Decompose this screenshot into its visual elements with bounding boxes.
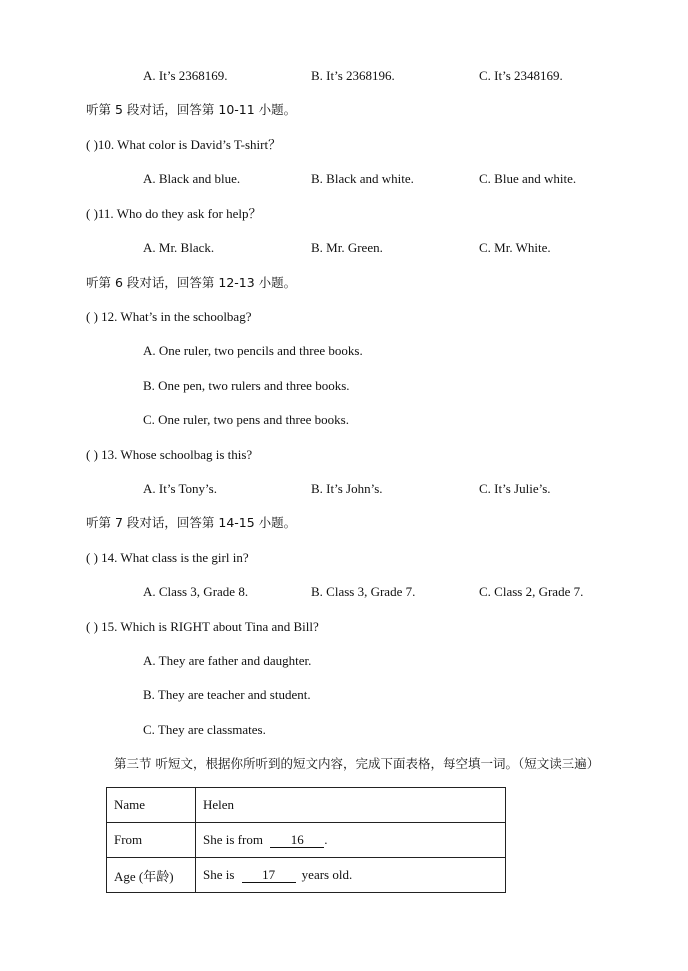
name-value: Helen bbox=[196, 788, 506, 823]
q11-option-b: B. Mr. Green. bbox=[311, 240, 383, 255]
q12-stem: ( ) 12. What’s in the schoolbag? bbox=[86, 309, 252, 324]
section-6-heading: 听第 6 段对话，回答第 12-13 小题。 bbox=[86, 275, 297, 290]
q13-stem: ( ) 13. Whose schoolbag is this? bbox=[86, 447, 253, 462]
answer-blank-16[interactable]: 16 bbox=[270, 833, 324, 848]
table-row bbox=[107, 788, 506, 823]
q9-option-c: C. It’s 2348169. bbox=[479, 68, 563, 83]
q15-option-c: C. They are classmates. bbox=[143, 722, 266, 737]
q10-option-a: A. Black and blue. bbox=[143, 171, 241, 186]
q12-option-b: B. One pen, two rulers and three books. bbox=[143, 378, 350, 393]
q12-option-a: A. One ruler, two pencils and three books. bbox=[143, 343, 363, 358]
q14-option-b: B. Class 3, Grade 7. bbox=[311, 584, 416, 599]
table-row bbox=[107, 858, 506, 893]
q13-option-b: B. It’s John’s. bbox=[311, 481, 383, 496]
q11-option-c: C. Mr. White. bbox=[479, 240, 551, 255]
q15-option-b: B. They are teacher and student. bbox=[143, 687, 311, 702]
age-prefix: She is bbox=[203, 867, 235, 882]
info-table bbox=[106, 787, 506, 893]
q14-option-c: C. Class 2, Grade 7. bbox=[479, 584, 584, 599]
section-7-heading: 听第 7 段对话，回答第 14-15 小题。 bbox=[86, 515, 297, 530]
q11-option-a: A. Mr. Black. bbox=[143, 240, 215, 255]
q15-stem: ( ) 15. Which is RIGHT about Tina and Bill? bbox=[86, 619, 319, 634]
name-label: Name bbox=[107, 788, 196, 823]
age-suffix: years old. bbox=[301, 867, 353, 882]
q14-stem: ( ) 14. What class is the girl in? bbox=[86, 550, 249, 565]
from-prefix: She is from bbox=[203, 832, 263, 847]
from-value bbox=[196, 823, 506, 858]
from-suffix: . bbox=[324, 832, 328, 847]
q10-stem: ( )10. What color is David’s T-shirt？ bbox=[86, 137, 282, 152]
section-5-heading: 听第 5 段对话，回答第 10-11 小题。 bbox=[86, 102, 297, 117]
q13-option-a: A. It’s Tony’s. bbox=[143, 481, 217, 496]
q10-option-c: C. Blue and white. bbox=[479, 171, 577, 186]
answer-blank-17[interactable]: 17 bbox=[242, 868, 296, 883]
q10-option-b: B. Black and white. bbox=[311, 171, 414, 186]
age-value bbox=[196, 858, 506, 893]
age-label: Age (年龄) bbox=[107, 858, 196, 893]
q12-option-c: C. One ruler, two pens and three books. bbox=[143, 412, 349, 427]
q9-option-a: A. It’s 2368169. bbox=[143, 68, 228, 83]
part-3-heading: 第三节 听短文，根据你所听到的短文内容，完成下面表格，每空填一词。（短文读三遍） bbox=[114, 756, 600, 771]
q15-option-a: A. They are father and daughter. bbox=[143, 653, 312, 668]
q9-option-b: B. It’s 2368196. bbox=[311, 68, 395, 83]
q14-option-a: A. Class 3, Grade 8. bbox=[143, 584, 249, 599]
from-label: From bbox=[107, 823, 196, 858]
q13-option-c: C. It’s Julie’s. bbox=[479, 481, 551, 496]
table-row bbox=[107, 823, 506, 858]
q11-stem: ( )11. Who do they ask for help？ bbox=[86, 206, 262, 221]
